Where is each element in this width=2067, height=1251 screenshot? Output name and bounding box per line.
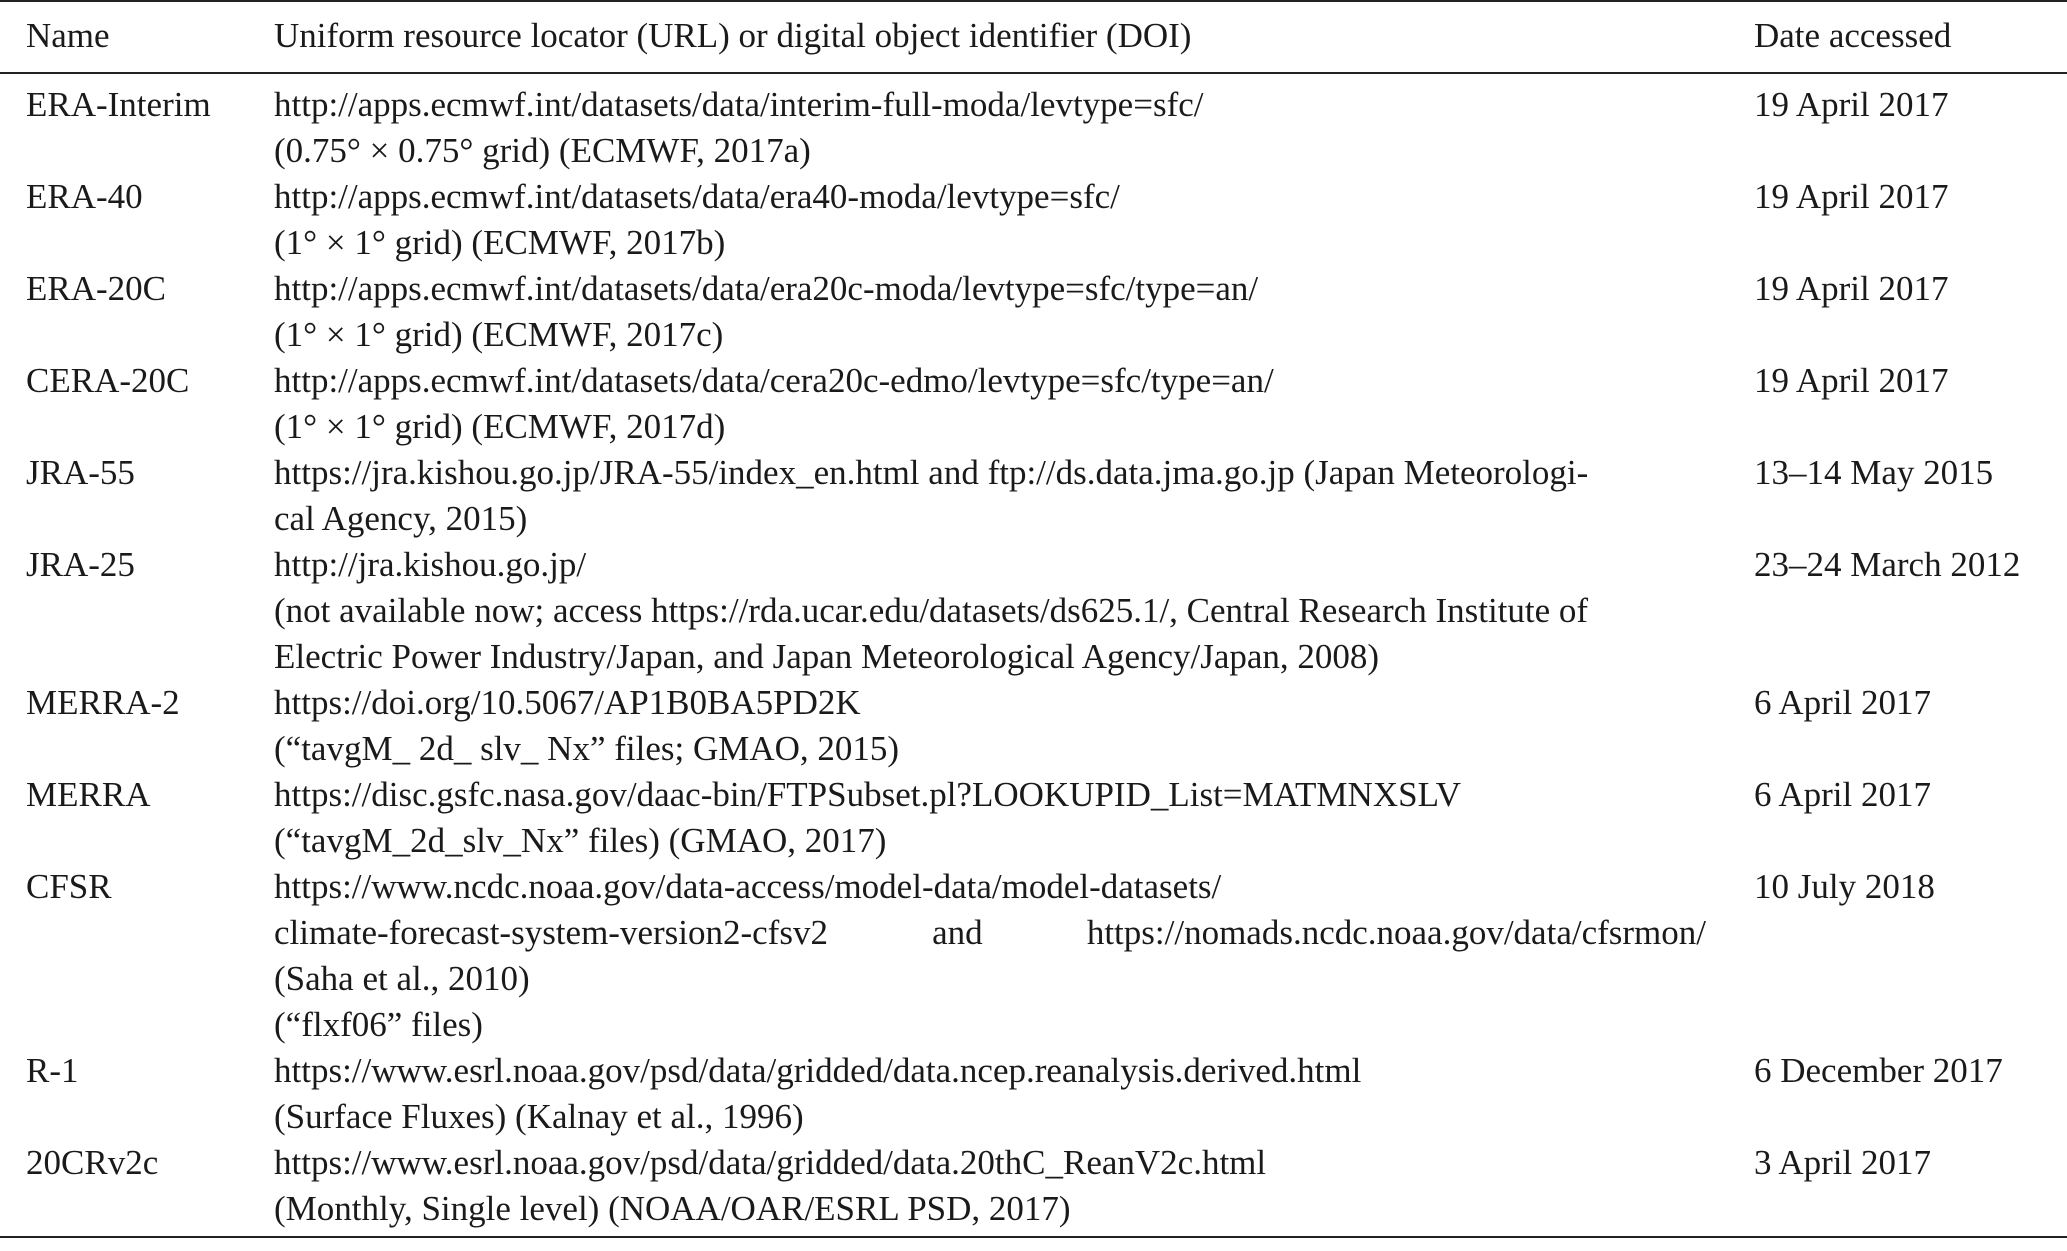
cell-url-line: (1° × 1° grid) (ECMWF, 2017c): [274, 315, 724, 354]
cell-url-line: https://doi.org/10.5067/AP1B0BA5PD2K: [274, 683, 861, 722]
cell-url-line: (1° × 1° grid) (ECMWF, 2017b): [274, 223, 726, 262]
table-row: [0, 266, 2067, 358]
cell-url-line: (“tavgM_2d_slv_Nx” files) (GMAO, 2017): [274, 821, 887, 860]
table-row: [0, 82, 2067, 174]
cell-name: MERRA-2: [26, 683, 180, 722]
cell-name: JRA-55: [26, 453, 135, 492]
cell-url-line: https://jra.kishou.go.jp/JRA-55/index_en.html and ftp://ds.data.jma.go.jp (Japan Meteorologi-: [274, 453, 1589, 492]
cell-name: CERA-20C: [26, 361, 190, 400]
cell-url: [274, 864, 1706, 1048]
cell-url-line: https://www.esrl.noaa.gov/psd/data/gridded/data.20thC_ReanV2c.html: [274, 1143, 1267, 1182]
cell-url-line: http://apps.ecmwf.int/datasets/data/era20c-moda/levtype=sfc/type=an/: [274, 269, 1259, 308]
table-row: [0, 450, 2067, 542]
cell-url-line: http://apps.ecmwf.int/datasets/data/interim-full-moda/levtype=sfc/: [274, 85, 1204, 124]
header-url: Uniform resource locator (URL) or digital object identifier (DOI): [274, 16, 1192, 55]
cell-url: [274, 680, 1706, 772]
cell-url-line: (Surface Fluxes) (Kalnay et al., 1996): [274, 1097, 804, 1136]
cell-url-line: climate-forecast-system-version2-cfsv2 and https://nomads.ncdc.noaa.gov/data/cfsrmon/: [274, 913, 1706, 952]
cell-name: ERA-20C: [26, 269, 166, 308]
cell-name: R-1: [26, 1051, 79, 1090]
cell-url-line: https://disc.gsfc.nasa.gov/daac-bin/FTPSubset.pl?LOOKUPID_List=MATMNXSLV: [274, 775, 1462, 814]
cell-name: 20CRv2c: [26, 1143, 159, 1182]
cell-date: 19 April 2017: [1754, 269, 1949, 308]
cell-name: MERRA: [26, 775, 151, 814]
cell-url-line: (1° × 1° grid) (ECMWF, 2017d): [274, 407, 726, 446]
cell-url: [274, 772, 1706, 864]
cell-url-line: (Monthly, Single level) (NOAA/OAR/ESRL PSD, 2017): [274, 1189, 1071, 1228]
cell-url: [274, 1048, 1706, 1140]
cell-date: 19 April 2017: [1754, 361, 1949, 400]
cell-url: [274, 266, 1706, 358]
cell-url: [274, 542, 1706, 680]
cell-url-line: https://www.esrl.noaa.gov/psd/data/gridded/data.ncep.reanalysis.derived.html: [274, 1051, 1362, 1090]
cell-url-line: http://jra.kishou.go.jp/: [274, 545, 587, 584]
table-header-rule: [0, 72, 2067, 74]
header-name: Name: [26, 16, 110, 55]
cell-url-line: (Saha et al., 2010): [274, 959, 530, 998]
cell-date: 23–24 March 2012: [1754, 545, 2021, 584]
cell-name: JRA-25: [26, 545, 135, 584]
header-date: Date accessed: [1754, 16, 1952, 55]
cell-name: ERA-40: [26, 177, 143, 216]
cell-url-line: cal Agency, 2015): [274, 499, 528, 538]
table-row: [0, 864, 2067, 1048]
cell-url-line: https://www.ncdc.noaa.gov/data-access/model-data/model-datasets/: [274, 867, 1222, 906]
cell-date: 13–14 May 2015: [1754, 453, 1994, 492]
cell-url: [274, 450, 1706, 542]
table-row: [0, 1140, 2067, 1232]
cell-url-line: (“flxf06” files): [274, 1005, 483, 1044]
table-body: [0, 82, 2067, 1232]
table-row: [0, 174, 2067, 266]
cell-date: 3 April 2017: [1754, 1143, 1931, 1182]
cell-name: CFSR: [26, 867, 112, 906]
cell-url-line: http://apps.ecmwf.int/datasets/data/era40-moda/levtype=sfc/: [274, 177, 1120, 216]
cell-date: 19 April 2017: [1754, 85, 1949, 124]
cell-date: 6 December 2017: [1754, 1051, 2003, 1090]
table-row: [0, 1048, 2067, 1140]
table-header: [0, 0, 2067, 72]
table-row: [0, 358, 2067, 450]
cell-date: 6 April 2017: [1754, 775, 1931, 814]
cell-url: [274, 82, 1706, 174]
table-bottom-rule: [0, 1236, 2067, 1238]
cell-name: ERA-Interim: [26, 85, 211, 124]
cell-url-line: (0.75° × 0.75° grid) (ECMWF, 2017a): [274, 131, 811, 170]
cell-url: [274, 358, 1706, 450]
cell-date: 6 April 2017: [1754, 683, 1931, 722]
cell-url-line: (not available now; access https://rda.ucar.edu/datasets/ds625.1/, Central Research Institute of: [274, 591, 1589, 630]
cell-url-line: Electric Power Industry/Japan, and Japan Meteorological Agency/Japan, 2008): [274, 637, 1380, 676]
cell-url: [274, 174, 1706, 266]
cell-url-line: (“tavgM_ 2d_ slv_ Nx” files; GMAO, 2015): [274, 729, 900, 768]
cell-date: 19 April 2017: [1754, 177, 1949, 216]
cell-url: [274, 1140, 1706, 1232]
table-row: [0, 542, 2067, 680]
cell-date: 10 July 2018: [1754, 867, 1935, 906]
table-row: [0, 680, 2067, 772]
table-row: [0, 772, 2067, 864]
cell-url-line: http://apps.ecmwf.int/datasets/data/cera20c-edmo/levtype=sfc/type=an/: [274, 361, 1274, 400]
